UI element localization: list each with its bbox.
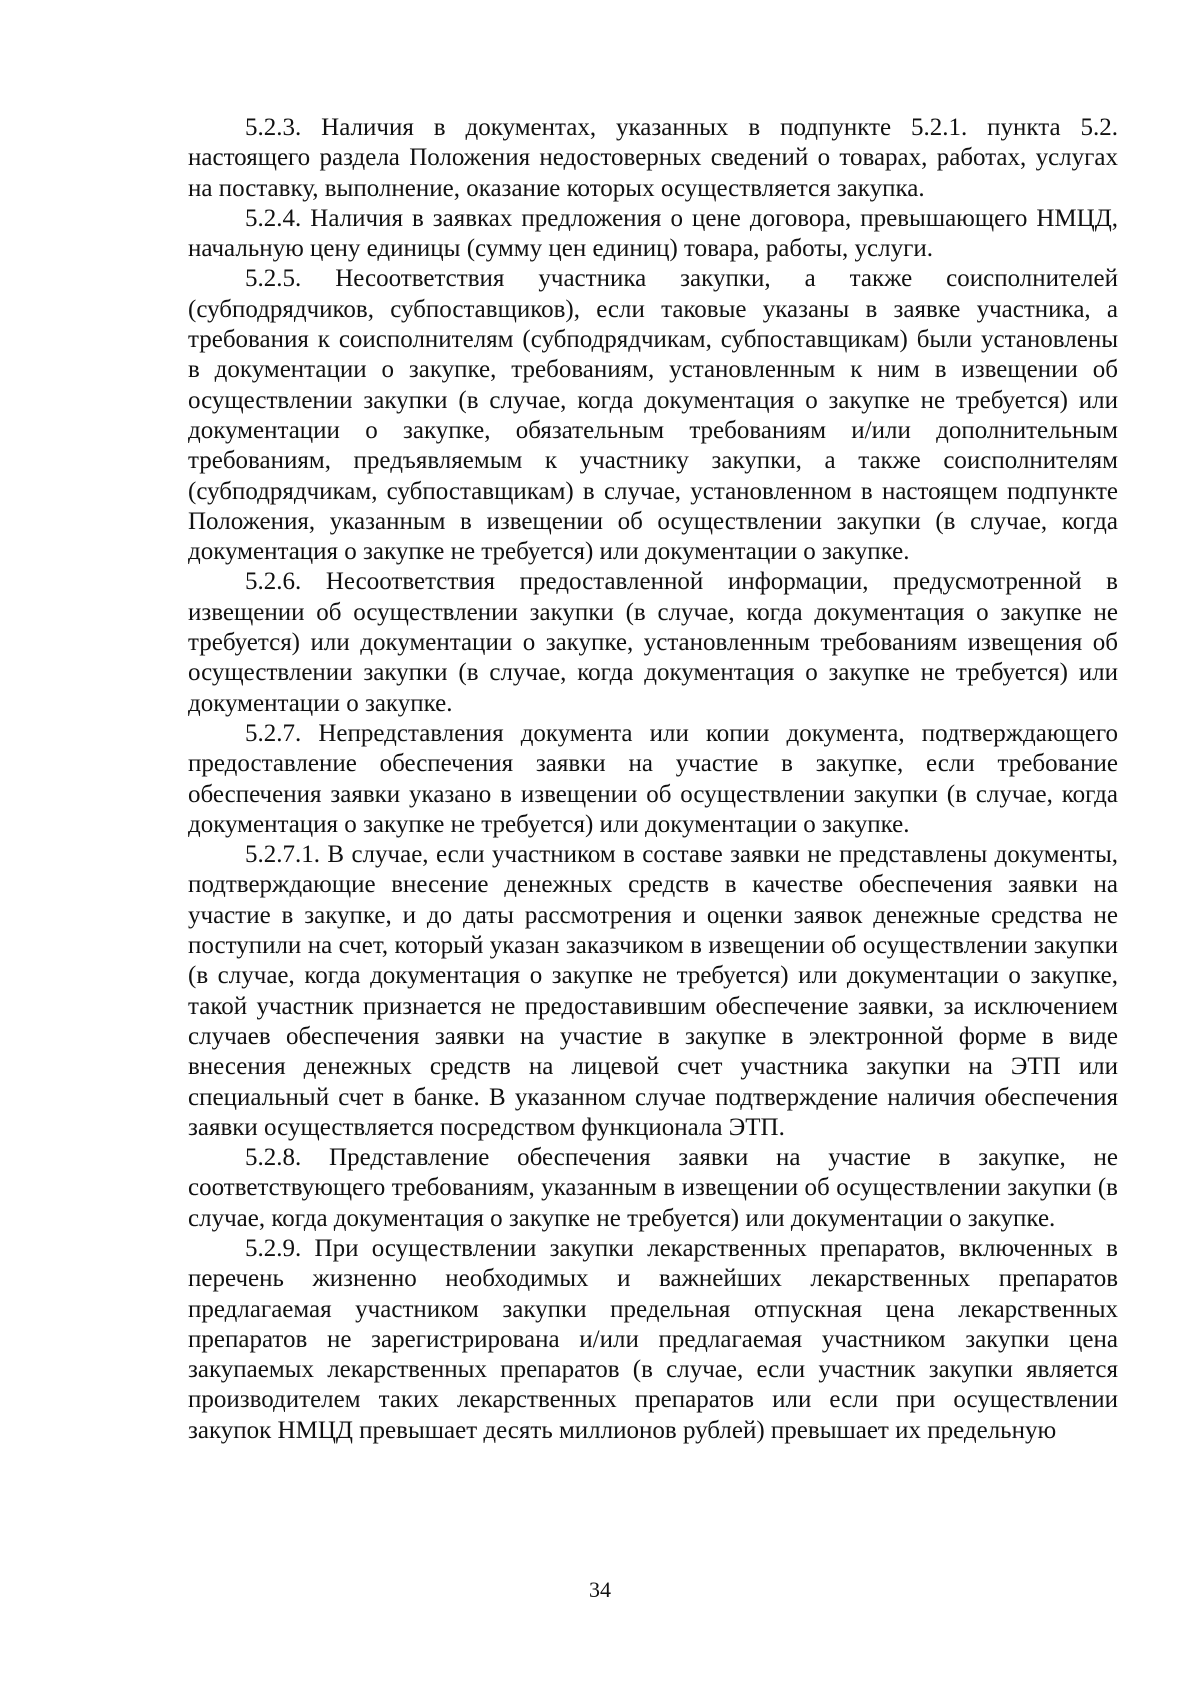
paragraph-5-2-8: 5.2.8. Представление обеспечения заявки на участие в закупке, не соответствующего требованиям, указанным в извещении об осуществлении закупки (в случае, когда документация о закупке не требуется) или документации о закупке. (188, 1144, 1118, 1232)
paragraph-5-2-3: 5.2.3. Наличия в документах, указанных в подпункте 5.2.1. пункта 5.2. настоящего раздела Положения недостоверных сведений о товарах, работах, услугах на поставку, выполнение, оказание которых осуществляется закупка. (188, 114, 1118, 202)
paragraph-5-2-7-1: 5.2.7.1. В случае, если участником в составе заявки не представлены документы, подтверждающие внесение денежных средств в качестве обеспечения заявки на участие в закупке, и до даты рассмотрения и оценки заявок денежные средства не поступили на счет, который указан заказчиком в извещении об осуществлении закупки (в случае, когда документация о закупке не требуется) или документации о закупке, такой участник признается не предоставившим обеспечение заявки, за исключением случаев обеспечения заявки на участие в закупке в электронной форме в виде внесения денежных средств на лицевой счет участника закупки на ЭТП или специальный счет в банке. В указанном случае подтверждение наличия обеспечения заявки осуществляется посредством функционала ЭТП. (188, 841, 1118, 1141)
paragraph-5-2-6: 5.2.6. Несоответствия предоставленной информации, предусмотренной в извещении об осуществлении закупки (в случае, когда документация о закупке не требуется) или документации о закупке, установленным требованиям извещения об осуществлении закупки (в случае, когда документация о закупке не требуется) или документации о закупке. (188, 568, 1118, 717)
paragraph-5-2-9: 5.2.9. При осуществлении закупки лекарственных препаратов, включенных в перечень жизненно необходимых и важнейших лекарственных препаратов предлагаемая участником закупки предельная отпускная цена лекарственных препаратов не зарегистрирована и/или предлагаемая участником закупки цена закупаемых лекарственных препаратов (в случае, если участник закупки является производителем таких лекарственных препаратов или если при осуществлении закупок НМЦД превышает десять миллионов рублей) превышает их предельную (188, 1234, 1118, 1444)
page-number: 34 (589, 1577, 611, 1602)
paragraph-5-2-7: 5.2.7. Непредставления документа или копии документа, подтверждающего предоставление обеспечения заявки на участие в закупке, если требование обеспечения заявки указано в извещении об осуществлении закупки (в случае, когда документация о закупке не требуется) или документации о закупке. (188, 719, 1118, 838)
document-body (188, 113, 1118, 1446)
paragraph-5-2-5: 5.2.5. Несоответствия участника закупки, а также соисполнителей (субподрядчиков, субпоставщиков), если таковые указаны в заявке участника, а требования к соисполнителям (субподрядчикам, субпоставщикам) были установлены в документации о закупке, требованиям, установленным к ним в извещении об осуществлении закупки (в случае, когда документация о закупке не требуется) или документации о закупке, обязательным требованиям и/или дополнительным требованиям, предъявляемым к участнику закупки, а также соисполнителям (субподрядчикам, субпоставщикам) в случае, установленном в настоящем подпункте Положения, указанным в извещении об осуществлении закупки (в случае, когда документация о закупке не требуется) или документации о закупке. (188, 265, 1118, 566)
paragraph-5-2-4: 5.2.4. Наличия в заявках предложения о цене договора, превышающего НМЦД, начальную цену единицы (сумму цен единиц) товара, работы, услуги. (188, 204, 1118, 263)
